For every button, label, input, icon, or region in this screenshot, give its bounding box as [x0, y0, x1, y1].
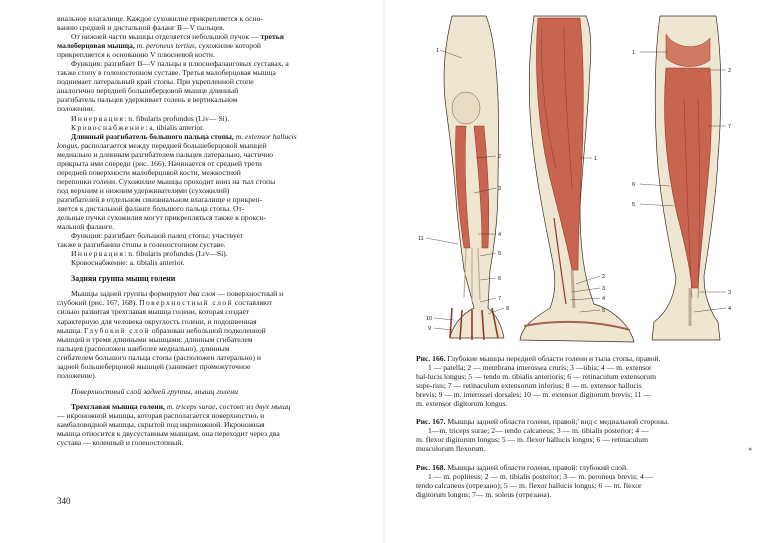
- label-leg2-3: 3: [602, 286, 606, 292]
- label-leg2-1: 1: [594, 156, 598, 162]
- label-leg3-5: 5: [632, 202, 636, 208]
- text-line: [57, 41, 362, 50]
- text-span: состоит из: [217, 401, 256, 411]
- spaced-word: Поверхностный слой: [139, 298, 233, 308]
- text-span: располагается между передней большеберцовой мышцей: [79, 140, 267, 150]
- text-line: [57, 132, 362, 141]
- text-line: Функция: разгибает большой палец стопы; участвует: [71, 231, 244, 241]
- label-leg3-4: 4: [728, 306, 732, 312]
- anatomy-figures: [404, 8, 754, 348]
- text-line: под верхним и нижним удерживателями (сухожилий): [57, 185, 230, 195]
- text-line: ляется к дистальной фаланге большого пальца стопы. От-: [57, 203, 245, 213]
- text-line: разгибатель пальцев удерживает голень в вертикальном: [57, 95, 238, 105]
- text-line: [57, 249, 362, 258]
- figure-captions: [416, 355, 752, 500]
- label-leg3-3: 3: [728, 290, 732, 296]
- text-line: [57, 141, 362, 150]
- leg-outline: [444, 16, 504, 338]
- text-line: мышцей и тремя длинными мышцами: длинным сгибателем: [57, 334, 253, 344]
- latin-term: longus,: [57, 140, 80, 150]
- text-line: положении.: [57, 104, 95, 114]
- text-line: положение).: [57, 370, 97, 380]
- term-bold: малоберцовая мышца,: [57, 41, 135, 51]
- label-leg2-4: 4: [602, 296, 606, 302]
- text-line: прикрыта ими спереди (рис. 166). Начинается от средней трети: [57, 158, 262, 168]
- figure-166-leg: [418, 16, 509, 340]
- text-line: — икроножной мышцы, которая располагается поверхностно, и: [57, 410, 265, 420]
- caption-number: Рис. 168.: [416, 463, 446, 473]
- text-line: также стопу в голеностопном суставе. Третья малоберцовая мышца: [57, 68, 276, 78]
- text-span: образован небольшой подколенной: [149, 325, 266, 335]
- italic-term: два слоя: [188, 289, 216, 299]
- text-line: перепонки голени. Сухожилие мышцы проходит вниз на тыл стопы: [57, 176, 276, 186]
- text-line: медиально и длинным разгибателем пальцев латерально, частично: [57, 149, 274, 159]
- term-bold: Длинный разгибатель большого пальца стопы,: [71, 131, 234, 141]
- label-leg1-1: 1: [436, 48, 440, 54]
- text-line: поднимает латеральный край стопы. При укрепленной стопе: [57, 77, 254, 87]
- text-span: Мышцы задней группы формируют: [71, 289, 189, 299]
- text-line: сгибателем большого пальца стопы (расположен латерально) и: [57, 352, 261, 362]
- figure-167-leg: [520, 16, 634, 342]
- text-span: — поверхностный и: [215, 289, 284, 299]
- label-leg3-6: 6: [632, 182, 636, 188]
- caption-line: tendo calcaneus (отрезано); 5 — m. flexor hallucis longus; 6 — m. flexor: [416, 480, 642, 490]
- figure-168-leg: [632, 16, 731, 340]
- text-span: : n. fibularis profundus (Lrv—Si).: [124, 249, 228, 259]
- caption-line: brevis; 9 — m. interossei dorsales; 10 — m. extensor digitorum brevis; 11 —: [416, 389, 651, 399]
- text-span: глубокий (рис. 167, 168).: [57, 298, 140, 308]
- calcaneal-tendon: [572, 270, 574, 308]
- text-line: характерную для человека округлость голени, и подошвенная: [57, 316, 257, 326]
- caption-text: musculorum flexorum.: [416, 444, 486, 454]
- right-page: [384, 0, 768, 543]
- text-line: прикрепляется к основанию V плюсневой кости.: [57, 50, 215, 60]
- caption-line: digitorum longus; 7— m. soleus (отрезана).: [416, 489, 552, 499]
- text-span: : n. fibularis profundus (Liv— Si).: [124, 113, 230, 123]
- text-line: виальное влагалище. Каждое сухожилие прикрепляется к осно-: [57, 14, 263, 23]
- text-line: [57, 289, 362, 298]
- text-line: передней поверхности малоберцовой кости, межкостной: [57, 167, 241, 177]
- caption-line: m. flexor digitorum longus; 5 — m. flexor hallucis longus; 6 — retinaculum: [416, 435, 648, 445]
- label-leg1-11: 11: [418, 236, 424, 242]
- term-bold: третья: [260, 32, 284, 42]
- caption-line: 1—m. triceps surae; 2— tendo calcaneus; 3 — m. tibialis posterior; 4 —: [428, 426, 649, 436]
- text-span: мышца.: [57, 325, 84, 335]
- text-line: [57, 326, 362, 335]
- caption-marker: »: [748, 444, 752, 454]
- text-span: сухожилие которой: [196, 41, 261, 51]
- page-number: 340: [57, 496, 71, 506]
- text-line: камбаловидной мышцы, скрытой под икроножной. Икроножная: [57, 419, 265, 429]
- text-span: составляют: [232, 298, 273, 308]
- label-leg2-5: 5: [602, 308, 606, 314]
- caption-line: hal-lucis longus; 5 — tendo m. tibialis anterioris; 6 — retinaculum extensorum: [416, 371, 657, 381]
- text-line: [57, 298, 362, 307]
- label-leg1-10: 10: [426, 316, 433, 322]
- label-leg3-7: 7: [728, 124, 732, 130]
- subsection-heading: Поверхностный слой задней группы, мышц голени: [71, 386, 239, 396]
- latin-term: m. triceps surae,: [164, 401, 218, 411]
- caption-line: supe-rius; 7 — retinaculum extensorum inferius; 8 — m. extensor hallucis: [416, 380, 642, 390]
- text-line: мальной фаланге.: [57, 222, 115, 232]
- caption-line: 1 — m. popliteus; 2 — m. tibialis posterior; 3 — m. peroneus brevis; 4 —: [428, 471, 654, 481]
- text-line: сустава — коленный и голеностопный,: [57, 438, 184, 448]
- caption-number: Рис. 167.: [416, 417, 446, 427]
- latin-term: m. extensor hallucis: [233, 131, 297, 141]
- text-line: [57, 402, 362, 411]
- italic-term: двух мышц: [255, 401, 291, 411]
- caption-line: [416, 445, 752, 454]
- text-line: также в разгибании стопы в голеностопном суставе.: [57, 240, 226, 250]
- label-leg3-1: 1: [632, 50, 636, 56]
- label-leg1-3: 3: [498, 186, 502, 192]
- caption-line: m. extensor digitorum longus.: [416, 398, 508, 408]
- text-line: [57, 32, 362, 41]
- caption-text: Мышцы задней области голени, правой;' вид с медиальной стороны.: [445, 417, 670, 427]
- left-text-column: [57, 14, 362, 447]
- caption-number: Рис. 166.: [416, 354, 446, 363]
- spaced-word: Глубокий слой: [84, 325, 150, 335]
- text-line: [57, 123, 362, 132]
- text-line: [57, 114, 362, 123]
- text-span: : a. tibialis anterior.: [145, 122, 205, 132]
- text-line: аналогично передней большеберцовой мышце длинный: [57, 86, 239, 96]
- label-leg1-2: 2: [498, 154, 502, 160]
- patella-shape: [452, 92, 480, 124]
- text-line: ванию средней и дистальной фаланг II—V пальцев.: [57, 23, 225, 33]
- label-leg3-2: 2: [728, 68, 732, 74]
- text-line: Функция: разгибает II—V пальцы в плюснефаланговых суставах, а: [71, 59, 289, 69]
- text-span: От нижней части мышцы отделяется небольшой пучок —: [71, 32, 261, 42]
- text-line: сильно развитая трехглавая мышца голени, которая создает: [57, 307, 250, 317]
- text-line: мышца относится к двусуставным мышцам, она переходит через два: [57, 429, 280, 439]
- text-line: задней большеберцовой мышцей (занимает промежуточное: [57, 361, 251, 371]
- text-line: пальцев (расположен наиболее медиально), длинным: [57, 343, 230, 353]
- section-heading: Задняя группа мышц голени: [71, 274, 176, 284]
- text-line: дельные пучки сухожилия могут прикрепляться также к прокси-: [57, 213, 266, 223]
- spaced-word: Иннервация: [71, 113, 125, 123]
- label-leg1-6: 6: [498, 276, 502, 282]
- latin-term: m. peroneus tertius,: [134, 41, 197, 51]
- label-leg2-2: 2: [602, 274, 606, 280]
- spaced-word: Кровоснабжение: [71, 122, 146, 132]
- text-line: Кровоснабжение: a. tibialis anterior.: [71, 258, 185, 268]
- spaced-word: Иннервация: [71, 249, 125, 259]
- label-leg1-8: 8: [506, 306, 510, 312]
- caption-text: Глубокие мышцы передней области голени и тыла стопы, правой.: [445, 354, 661, 363]
- term-bold: Трехглавая мышца голени,: [71, 401, 165, 411]
- caption-line: 1 — patella; 2 — membrana interossea cruris; 3 —tibia; 4 — m. extensor: [428, 362, 652, 372]
- label-leg1-4: 4: [498, 232, 502, 238]
- label-leg1-7: 7: [498, 296, 502, 302]
- label-leg1-5: 5: [498, 251, 502, 257]
- text-line: разгибателей в отдельном синовиальном влагалище и прикреп-: [57, 194, 263, 204]
- caption-text: Мышцы задней области голени, правой: глубокий слой.: [445, 463, 628, 473]
- label-leg1-9: 9: [428, 326, 432, 332]
